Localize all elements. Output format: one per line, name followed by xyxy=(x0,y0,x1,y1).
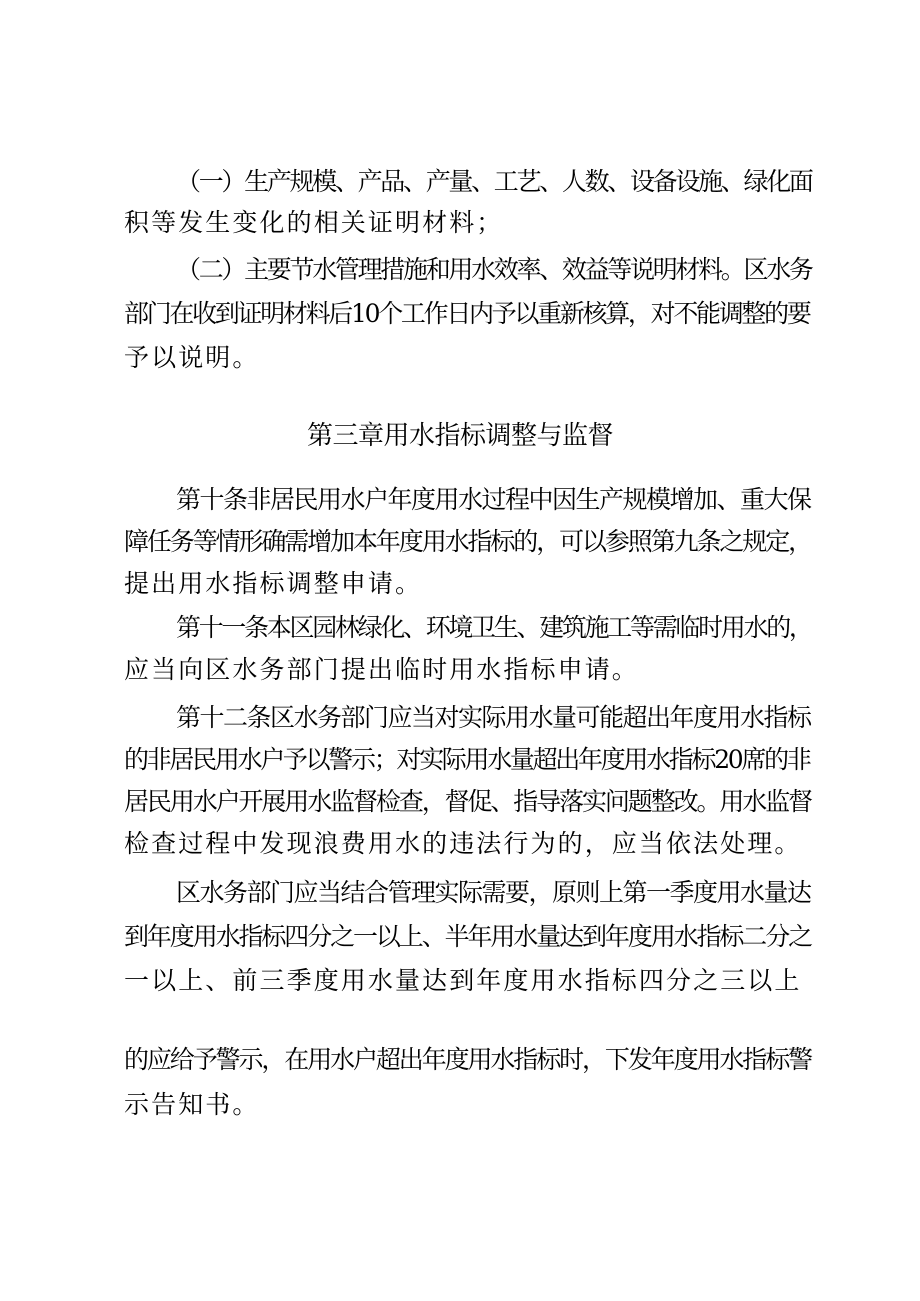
paragraph-line: （一）生产规模、产品、产量、工艺、人数、设备设施、绿化面 xyxy=(176,167,812,196)
paragraph-line: 到年度用水指标四分之一以上、半年用水量达到年度用水指标二分之 xyxy=(124,922,812,951)
paragraph-line: 第十二条区水务部门应当对实际用水量可能超出年度用水指标 xyxy=(176,703,811,732)
paragraph-line: 予以说明。 xyxy=(124,343,260,372)
paragraph-line: 部门在收到证明材料后10个工作日内予以重新核算，对不能调整的要 xyxy=(124,299,810,328)
paragraph-line: 检查过程中发现浪费用水的违法行为的，应当依法处理。 xyxy=(124,829,802,858)
paragraph-line: 一以上、前三季度用水量达到年度用水指标四分之三以上 xyxy=(124,966,802,995)
paragraph-line: 区水务部门应当结合管理实际需要，原则上第一季度用水量达 xyxy=(176,878,811,907)
paragraph-line: 提出用水指标调整申请。 xyxy=(124,569,423,598)
paragraph-line: 示告知书。 xyxy=(124,1090,260,1119)
paragraph-line: 障任务等情形确需增加本年度用水指标的，可以参照第九条之规定， xyxy=(124,527,812,556)
paragraph-line: 的非居民用水户予以警示；对实际用水量超出年度用水指标20席的非 xyxy=(124,745,810,774)
paragraph-line: 第十条非居民用水户年度用水过程中因生产规模增加、重大保 xyxy=(176,485,811,514)
paragraph-line: 积等发生变化的相关证明材料； xyxy=(124,208,504,237)
paragraph-line: 的应给予警示，在用水户超出年度用水指标时，下发年度用水指标警 xyxy=(124,1045,812,1074)
chapter-title: 第三章用水指标调整与监督 xyxy=(306,421,613,451)
paragraph-line: 居民用水户开展用水监督检查，督促、指导落实问题整改。用水监督 xyxy=(124,787,812,816)
paragraph-line: 应当向区水务部门提出临时用水指标申请。 xyxy=(124,655,639,684)
paragraph-line: （二）主要节水管理措施和用水效率、效益等说明材料。区水务 xyxy=(176,255,812,284)
paragraph-line: 第十一条本区园林绿化、环境卫生、建筑施工等需临时用水的， xyxy=(176,613,812,642)
